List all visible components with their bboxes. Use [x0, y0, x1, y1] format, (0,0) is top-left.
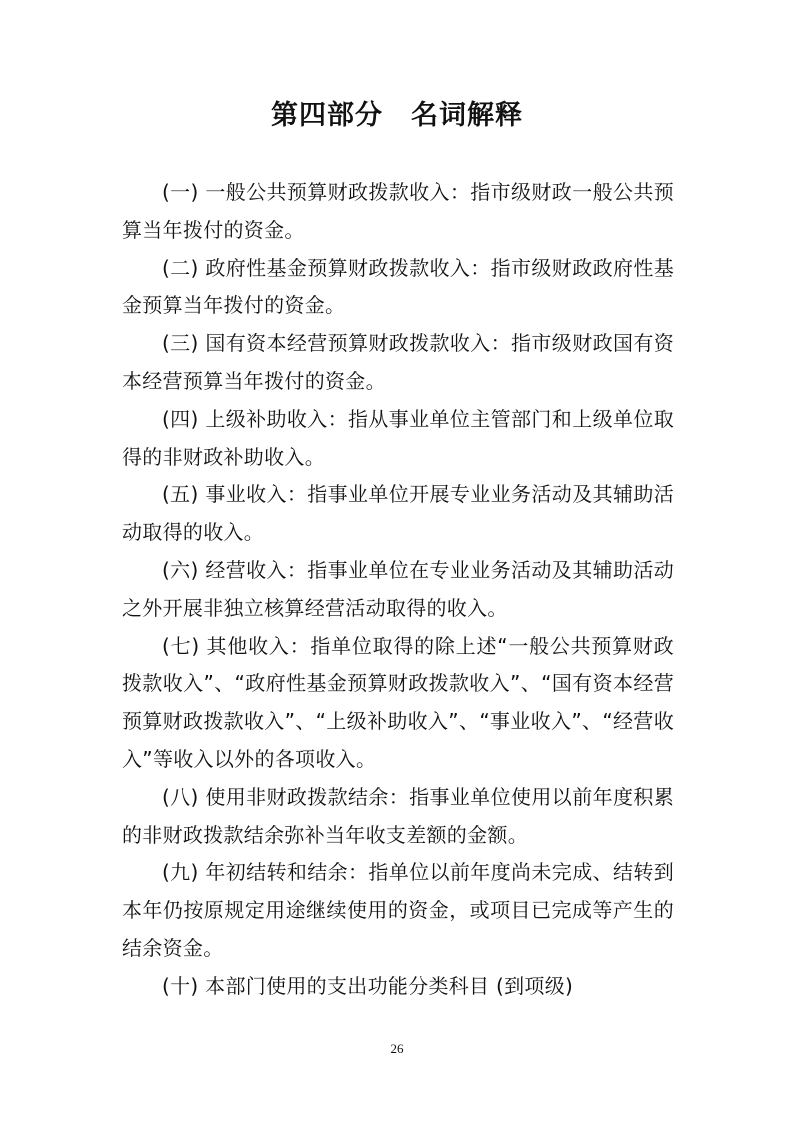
- page-title: 第四部分 名词解释: [271, 100, 523, 131]
- paragraph-5: (五) 事业收入：指事业单位开展专业业务活动及其辅助活动取得的收入。: [122, 482, 674, 545]
- body-text: [122, 174, 674, 1006]
- paragraph-4: (四) 上级补助收入：指从事业单位主管部门和上级单位取得的非财政补助收入。: [122, 406, 674, 469]
- page-number: 26: [390, 1041, 404, 1056]
- paragraph-2: (二) 政府性基金预算财政拨款收入：指市级财政政府性基金预算当年拨付的资金。: [122, 255, 674, 318]
- paragraph-10: (十) 本部门使用的支出功能分类科目 (到项级): [162, 973, 574, 998]
- paragraph-8: (八) 使用非财政拨款结余：指事业单位使用以前年度积累的非财政拨款结余弥补当年收支差额的金额。: [122, 784, 674, 847]
- paragraph-7: (七) 其他收入：指单位取得的除上述“一般公共预算财政拨款收入”、“政府性基金预算财政拨款收入”、“国有资本经营预算财政拨款收入”、“上级补助收入”、“事业收入”、“经营收入”等收入以外的各项收入。: [122, 633, 674, 771]
- paragraph-3: (三) 国有资本经营预算财政拨款收入：指市级财政国有资本经营预算当年拨付的资金。: [122, 331, 674, 393]
- paragraph-6: (六) 经营收入：指事业单位在专业业务活动及其辅助活动之外开展非独立核算经营活动取得的收入。: [122, 557, 674, 620]
- paragraph-1: (一) 一般公共预算财政拨款收入：指市级财政一般公共预算当年拨付的资金。: [122, 180, 674, 242]
- paragraph-9: (九) 年初结转和结余：指单位以前年度尚未完成、结转到本年仍按原规定用途继续使用的资金，或项目已完成等产生的结余资金。: [122, 860, 674, 960]
